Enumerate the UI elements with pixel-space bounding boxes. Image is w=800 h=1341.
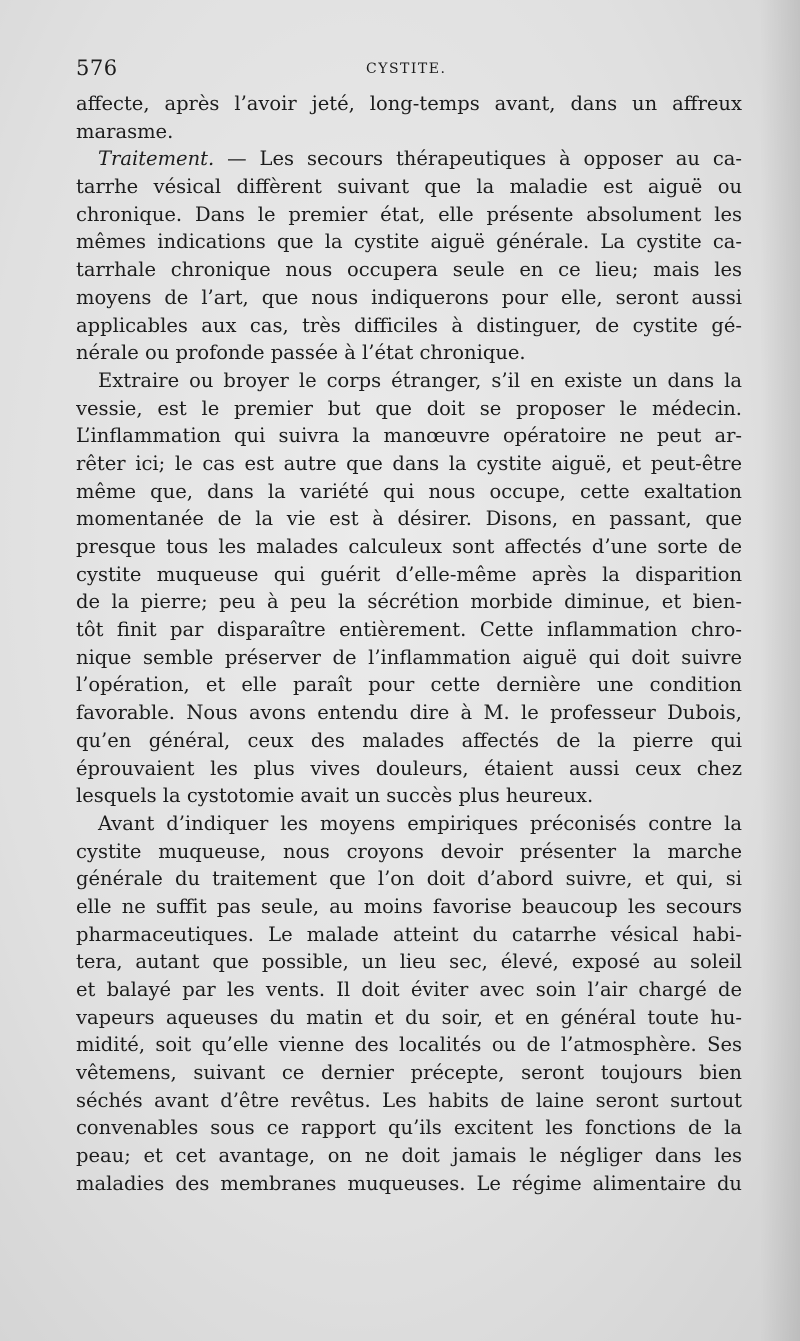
text-line: peau; et cet avantage, on ne doit jamais le négliger dans les bbox=[76, 1144, 742, 1168]
text-line: lesquels la cystotomie avait un succès plus heureux. bbox=[76, 784, 594, 808]
text-line: l’opération, et elle paraît pour cette dernière une condition bbox=[76, 673, 742, 697]
text-line: cystite muqueuse, nous croyons devoir présenter la marche bbox=[76, 839, 742, 863]
text-line: tarrhe vésical diffèrent suivant que la maladie est aiguë ou bbox=[76, 175, 742, 199]
text-line: tera, autant que possible, un lieu sec, élevé, exposé au soleil bbox=[76, 950, 742, 974]
text-line: favorable. Nous avons entendu dire à M. le professeur Dubois, bbox=[76, 701, 742, 725]
body-text bbox=[76, 90, 742, 1198]
text-line: vessie, est le premier but que doit se proposer le médecin. bbox=[76, 396, 742, 420]
text-line: et balayé par les vents. Il doit éviter avec soin l’air chargé de bbox=[76, 978, 742, 1001]
section-heading: Traitement. bbox=[98, 147, 215, 171]
text-line: rêter ici; le cas est autre que dans la cystite aiguë, et peut-être bbox=[76, 451, 742, 475]
text-line: momentanée de la vie est à désirer. Disons, en passant, que bbox=[76, 507, 742, 531]
running-title: CYSTITE. bbox=[366, 61, 447, 77]
text-line: même que, dans la variété qui nous occupe, cette exaltation bbox=[76, 479, 742, 503]
text-line: moyens de l’art, que nous indiquerons pour elle, seront aussi bbox=[76, 285, 742, 309]
page-edge-shadow bbox=[760, 0, 800, 1341]
text-line: séchés avant d’être revêtus. Les habits de laine seront surtout bbox=[76, 1088, 742, 1112]
text-line: Avant d’indiquer les moyens empiriques préconisés contre la bbox=[98, 811, 742, 835]
text-line: maladies des membranes muqueuses. Le régime alimentaire du bbox=[76, 1171, 742, 1195]
page-header bbox=[76, 56, 742, 86]
text-line: pharmaceutiques. Le malade atteint du catarrhe vésical habi- bbox=[76, 922, 742, 946]
text-line: presque tous les malades calculeux sont affectés d’une sorte de bbox=[76, 535, 742, 558]
text-line bbox=[76, 145, 742, 173]
text-line: elle ne suffit pas seule, au moins favorise beaucoup les secours bbox=[76, 894, 742, 918]
text-line: nique semble préserver de l’inflammation aiguë qui doit suivre bbox=[76, 645, 742, 669]
text-line: L’inflammation qui suivra la manœuvre opératoire ne peut ar- bbox=[76, 424, 742, 448]
text-line: générale du traitement que l’on doit d’abord suivre, et qui, si bbox=[76, 867, 742, 891]
page-number: 576 bbox=[76, 56, 118, 80]
text-line-content: — Les secours thérapeutiques à opposer au ca- bbox=[227, 147, 742, 171]
text-line: vapeurs aqueuses du matin et du soir, et en général toute hu- bbox=[76, 1005, 742, 1029]
text-line: Extraire ou broyer le corps étranger, s’il en existe un dans la bbox=[98, 368, 742, 392]
text-line: chronique. Dans le premier état, elle présente absolument les bbox=[76, 202, 742, 226]
text-line: vêtemens, suivant ce dernier précepte, seront toujours bien bbox=[76, 1061, 742, 1085]
text-line: cystite muqueuse qui guérit d’elle-même après la disparition bbox=[76, 562, 742, 586]
text-line: convenables sous ce rapport qu’ils excitent les fonctions de la bbox=[76, 1116, 742, 1140]
text-line: tôt finit par disparaître entièrement. Cette inflammation chro- bbox=[76, 618, 742, 642]
text-line: applicables aux cas, très difficiles à distinguer, de cystite gé- bbox=[76, 313, 742, 337]
text-line: éprouvaient les plus vives douleurs, étaient aussi ceux chez bbox=[76, 756, 742, 780]
text-line: qu’en général, ceux des malades affectés de la pierre qui bbox=[76, 728, 742, 752]
text-line: midité, soit qu’elle vienne des localités ou de l’atmosphère. Ses bbox=[76, 1033, 742, 1057]
text-line: affecte, après l’avoir jeté, long-temps avant, dans un affreux bbox=[76, 92, 742, 115]
text-line: tarrhale chronique nous occupera seule en ce lieu; mais les bbox=[76, 258, 742, 282]
text-line: de la pierre; peu à peu la sécrétion morbide diminue, et bien- bbox=[76, 590, 742, 614]
text-line: nérale ou profonde passée à l’état chronique. bbox=[76, 341, 526, 365]
text-line: mêmes indications que la cystite aiguë générale. La cystite ca- bbox=[76, 230, 742, 254]
text-line: marasme. bbox=[76, 119, 174, 143]
